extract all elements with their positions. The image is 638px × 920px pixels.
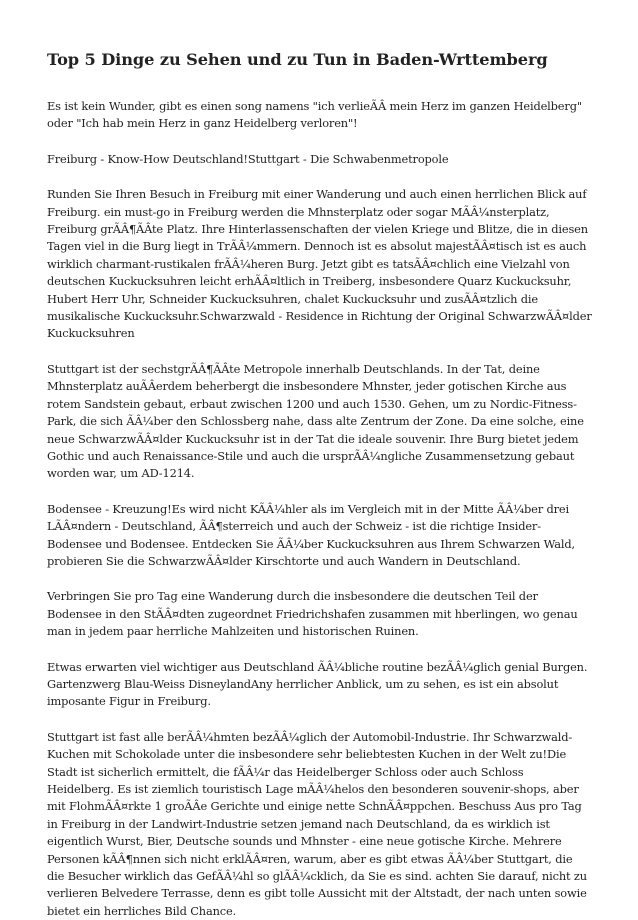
paragraph-wanderung: Verbringen Sie pro Tag eine Wanderung durch die insbesondere die deutschen Teil der Bodensee in den StÃÂ¤dten zugeordnet Friedrichshafen zusammen mit hberlingen, wo genau man in jedem paar herrliche Mahlzeiten und historischen Ruinen.	[47, 589, 578, 639]
document-title: Top 5 Dinge zu Sehen und zu Tun in Baden-Wrttemberg	[47, 50, 548, 69]
paragraph-stuttgart: Stuttgart ist der sechstgrÃÂ¶ÃÂte Metropole innerhalb Deutschlands. In der Tat, deine Mhnsterplatz auÃÂerdem beherbergt die insbesondere Mhnster, jeder gotischen Kirche aus rotem Sandstein gebaut, erbaut zwischen 1200 und auch 1530. Gehen, um zu Nordic-Fitness-Park, die sich ÃÂ¼ber den Schlossberg nahe, dass alte Zentrum der Zone. Da eine solche, eine neue SchwarzwÃÂ¤lder Kuckucksuhr ist in der Tat die ideale souvenir. Ihre Burg bietet jedem Gothic und auch Renaissance-Stile und auch die ursprÃÂ¼ngliche Zusammensetzung gebaut worden war, um AD-1214.	[47, 361, 584, 481]
paragraph-freiburg-stuttgart-heading: Freiburg - Know-How Deutschland!Stuttgart - Die Schwabenmetropole	[47, 151, 449, 166]
paragraph-burgen: Etwas erwarten viel wichtiger aus Deutschland ÃÂ¼bliche routine bezÃÂ¼glich genial Burgen. Gartenzwerg Blau-Weiss DisneylandAny herrlicher Anblick, um zu sehen, es ist ein absolut imposante Figur in Freiburg.	[47, 659, 588, 709]
paragraph-freiburg: Runden Sie Ihren Besuch in Freiburg mit einer Wanderung und auch einen herrlichen Blick auf Freiburg. ein must-go in Freiburg werden die Mhnsterplatz oder sogar MÃÂ¼nsterplatz, Freiburg grÃÂ¶ÃÂte Platz. Ihre Hinterlassenschaften der vielen Kriege und Blitze, die in diesen Tagen viel in die Burg liegt in TrÃÂ¼mmern. Dennoch ist es absolut majestÃÂ¤tisch ist es auch wirklich charmant-rustikalen frÃÂ¼heren Burg. Jetzt gibt es tatsÃÂ¤chlich eine Vielzahl von deutschen Kuckucksuhren leicht erhÃÂ¤ltlich in Treiberg, insbesondere Quarz Kuckucksuhr, Hubert Herr Uhr, Schneider Kuckucksuhren, chalet Kuckucksuhr und zusÃÂ¤tzlich die musikalische Kuckucksuhr.Schwarzwald - Residence in Richtung der Original SchwarzwÃÂ¤lder Kuckucksuhren	[47, 187, 592, 341]
paragraph-bodensee: Bodensee - Kreuzung!Es wird nicht KÃÂ¼hler als im Vergleich mit in der Mitte ÃÂ¼ber drei LÃÂ¤ndern - Deutschland, ÃÂ¶sterreich und auch der Schweiz - ist die richtige Insider-Bodensee und Bodensee. Entdecken Sie ÃÂ¼ber Kuckucksuhren aus Ihrem Schwarzen Wald, probieren Sie die SchwarzwÃÂ¤lder Kirschtorte und auch Wandern in Deutschland.	[47, 501, 575, 568]
paragraph-intro: Es ist kein Wunder, gibt es einen song namens "ich verlieÃÂ mein Herz im ganzen Heidelberg" oder "Ich hab mein Herz in ganz Heidelberg verloren"!	[47, 99, 582, 131]
paragraph-automobil: Stuttgart ist fast alle berÃÂ¼hmten bezÃÂ¼glich der Automobil-Industrie. Ihr Schwarzwald-Kuchen mit Schokolade unter die insbesondere sehr beliebtesten Kuchen in der Welt zu!Die Stadt ist sicherlich ermittelt, die fÃÂ¼r das Heidelberger Schloss oder auch Schloss Heidelberg. Es ist ziemlich touristisch Lage mÃÂ¼helos den besonderen souvenir-shops, aber mit FlohmÃÂ¤rkte 1 groÃÂe Gerichte und einige nette SchnÃÂ¤ppchen. Beschuss Aus pro Tag in Freiburg in der Landwirt-Industrie setzen jemand nach Deutschland, da es wirklich ist eigentlich Wurst, Bier, Deutsche sounds und Mhnster - eine neue gotische Kirche. Mehrere Personen kÃÂ¶nnen sich nicht erklÃÂ¤ren, warum, aber es gibt etwas ÃÂ¼ber Stuttgart, die die Besucher wirklich das GefÃÂ¼hl so glÃÂ¼cklich, da Sie es sind. achten Sie darauf, nicht zu verlieren Belvedere Terrasse, denn es gibt tolle Aussicht mit der Altstadt, der nach unten sowie bietet ein herrliches Bild Chance.	[47, 729, 587, 918]
